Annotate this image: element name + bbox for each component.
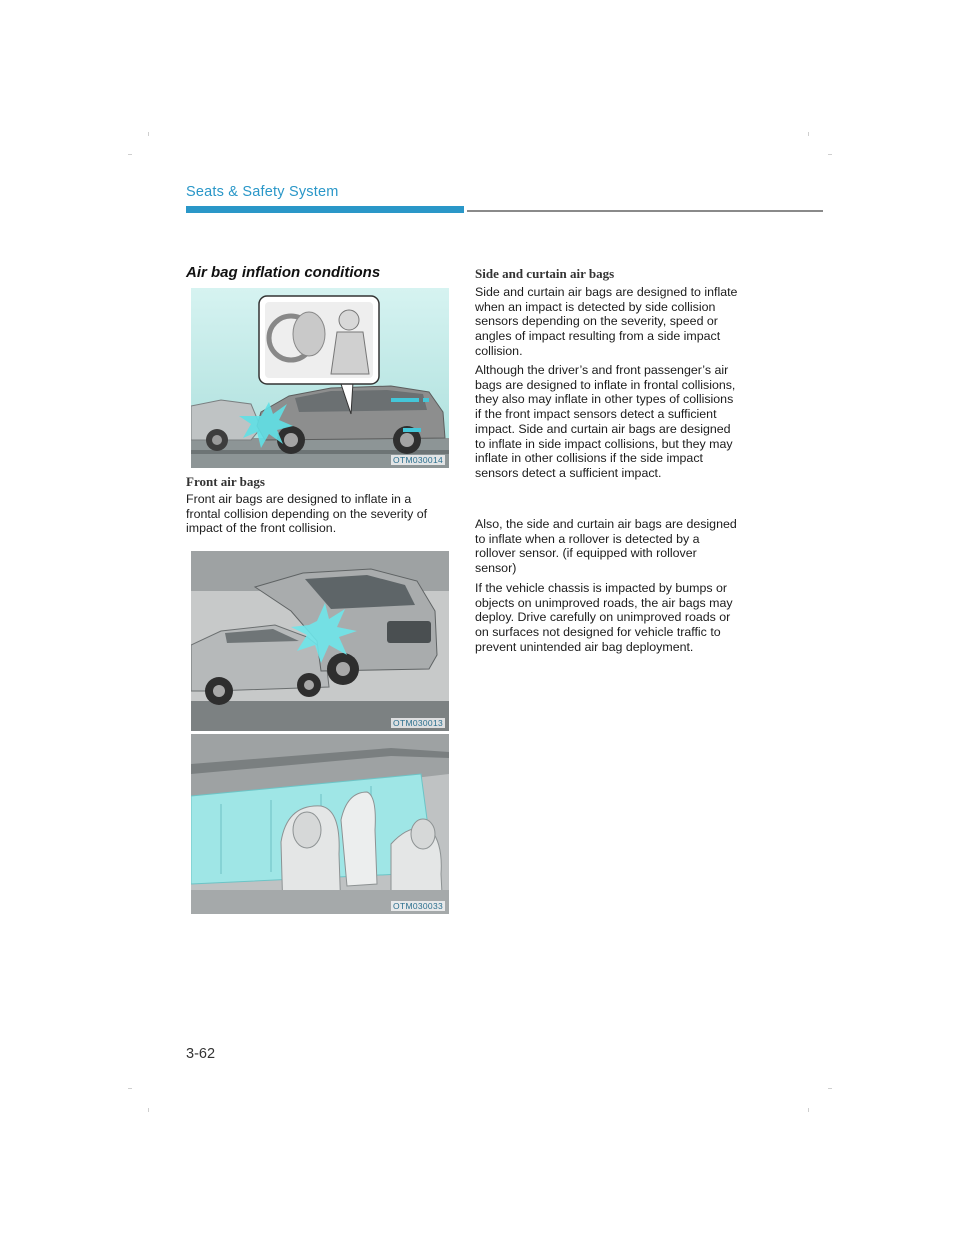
figure-frontal-collision [191, 288, 449, 468]
section-heading: Air bag inflation conditions [186, 264, 381, 281]
paragraph-3: Also, the side and curtain air bags are designed to inflate when a rollover is detected by a rollover sensor. (if equipped with rollover sensor) [475, 517, 737, 576]
frontal-collision-illustration [191, 288, 449, 468]
figure-code: OTM030033 [393, 901, 443, 911]
section-title: Seats & Safety System [186, 184, 339, 200]
front-airbags-text: Front air bags are designed to inflate in a frontal collision depending on the severity of impact of the front collision. [186, 492, 428, 536]
crop-mark [828, 154, 832, 155]
oblique-collision-illustration [191, 551, 449, 731]
page-number: 3-62 [186, 1046, 216, 1062]
crop-mark [148, 1108, 149, 1112]
figure-curtain-airbag [191, 734, 449, 914]
crop-mark [808, 1108, 809, 1112]
crop-mark [128, 154, 132, 155]
paragraph-2: Although the driver’s and front passenger’s air bags are designed to inflate in frontal collisions, they also may inflate in other types of collisions if the front impact sensors detect a sufficient impact. Side and curtain air bags are designed to inflate in side impact collisions, but they may inflate in other collisions if the side impact sensors detect a sufficient impact. [475, 363, 736, 480]
side-curtain-subhead: Side and curtain air bags [475, 266, 615, 281]
figure-oblique-collision [191, 551, 449, 731]
header-accent-bar [186, 206, 464, 213]
crop-mark [808, 132, 809, 136]
header-rule [467, 210, 823, 212]
crop-mark [128, 1088, 132, 1089]
figure-code: OTM030014 [393, 455, 443, 465]
front-airbags-subhead: Front air bags [186, 474, 265, 489]
paragraph-1: Side and curtain air bags are designed to inflate when an impact is detected by side collision sensors depending on the severity, speed or angles of impact resulting from a side impact collision. [475, 285, 738, 358]
paragraph-4: If the vehicle chassis is impacted by bumps or objects on unimproved roads, the air bags may deploy. Drive carefully on unimproved roads or on surfaces not designed for vehicle traffic to prevent unintended air bag deployment. [475, 581, 733, 654]
crop-mark [828, 1088, 832, 1089]
crop-mark [148, 132, 149, 136]
curtain-airbag-illustration [191, 734, 449, 914]
figure-code: OTM030013 [393, 718, 443, 728]
